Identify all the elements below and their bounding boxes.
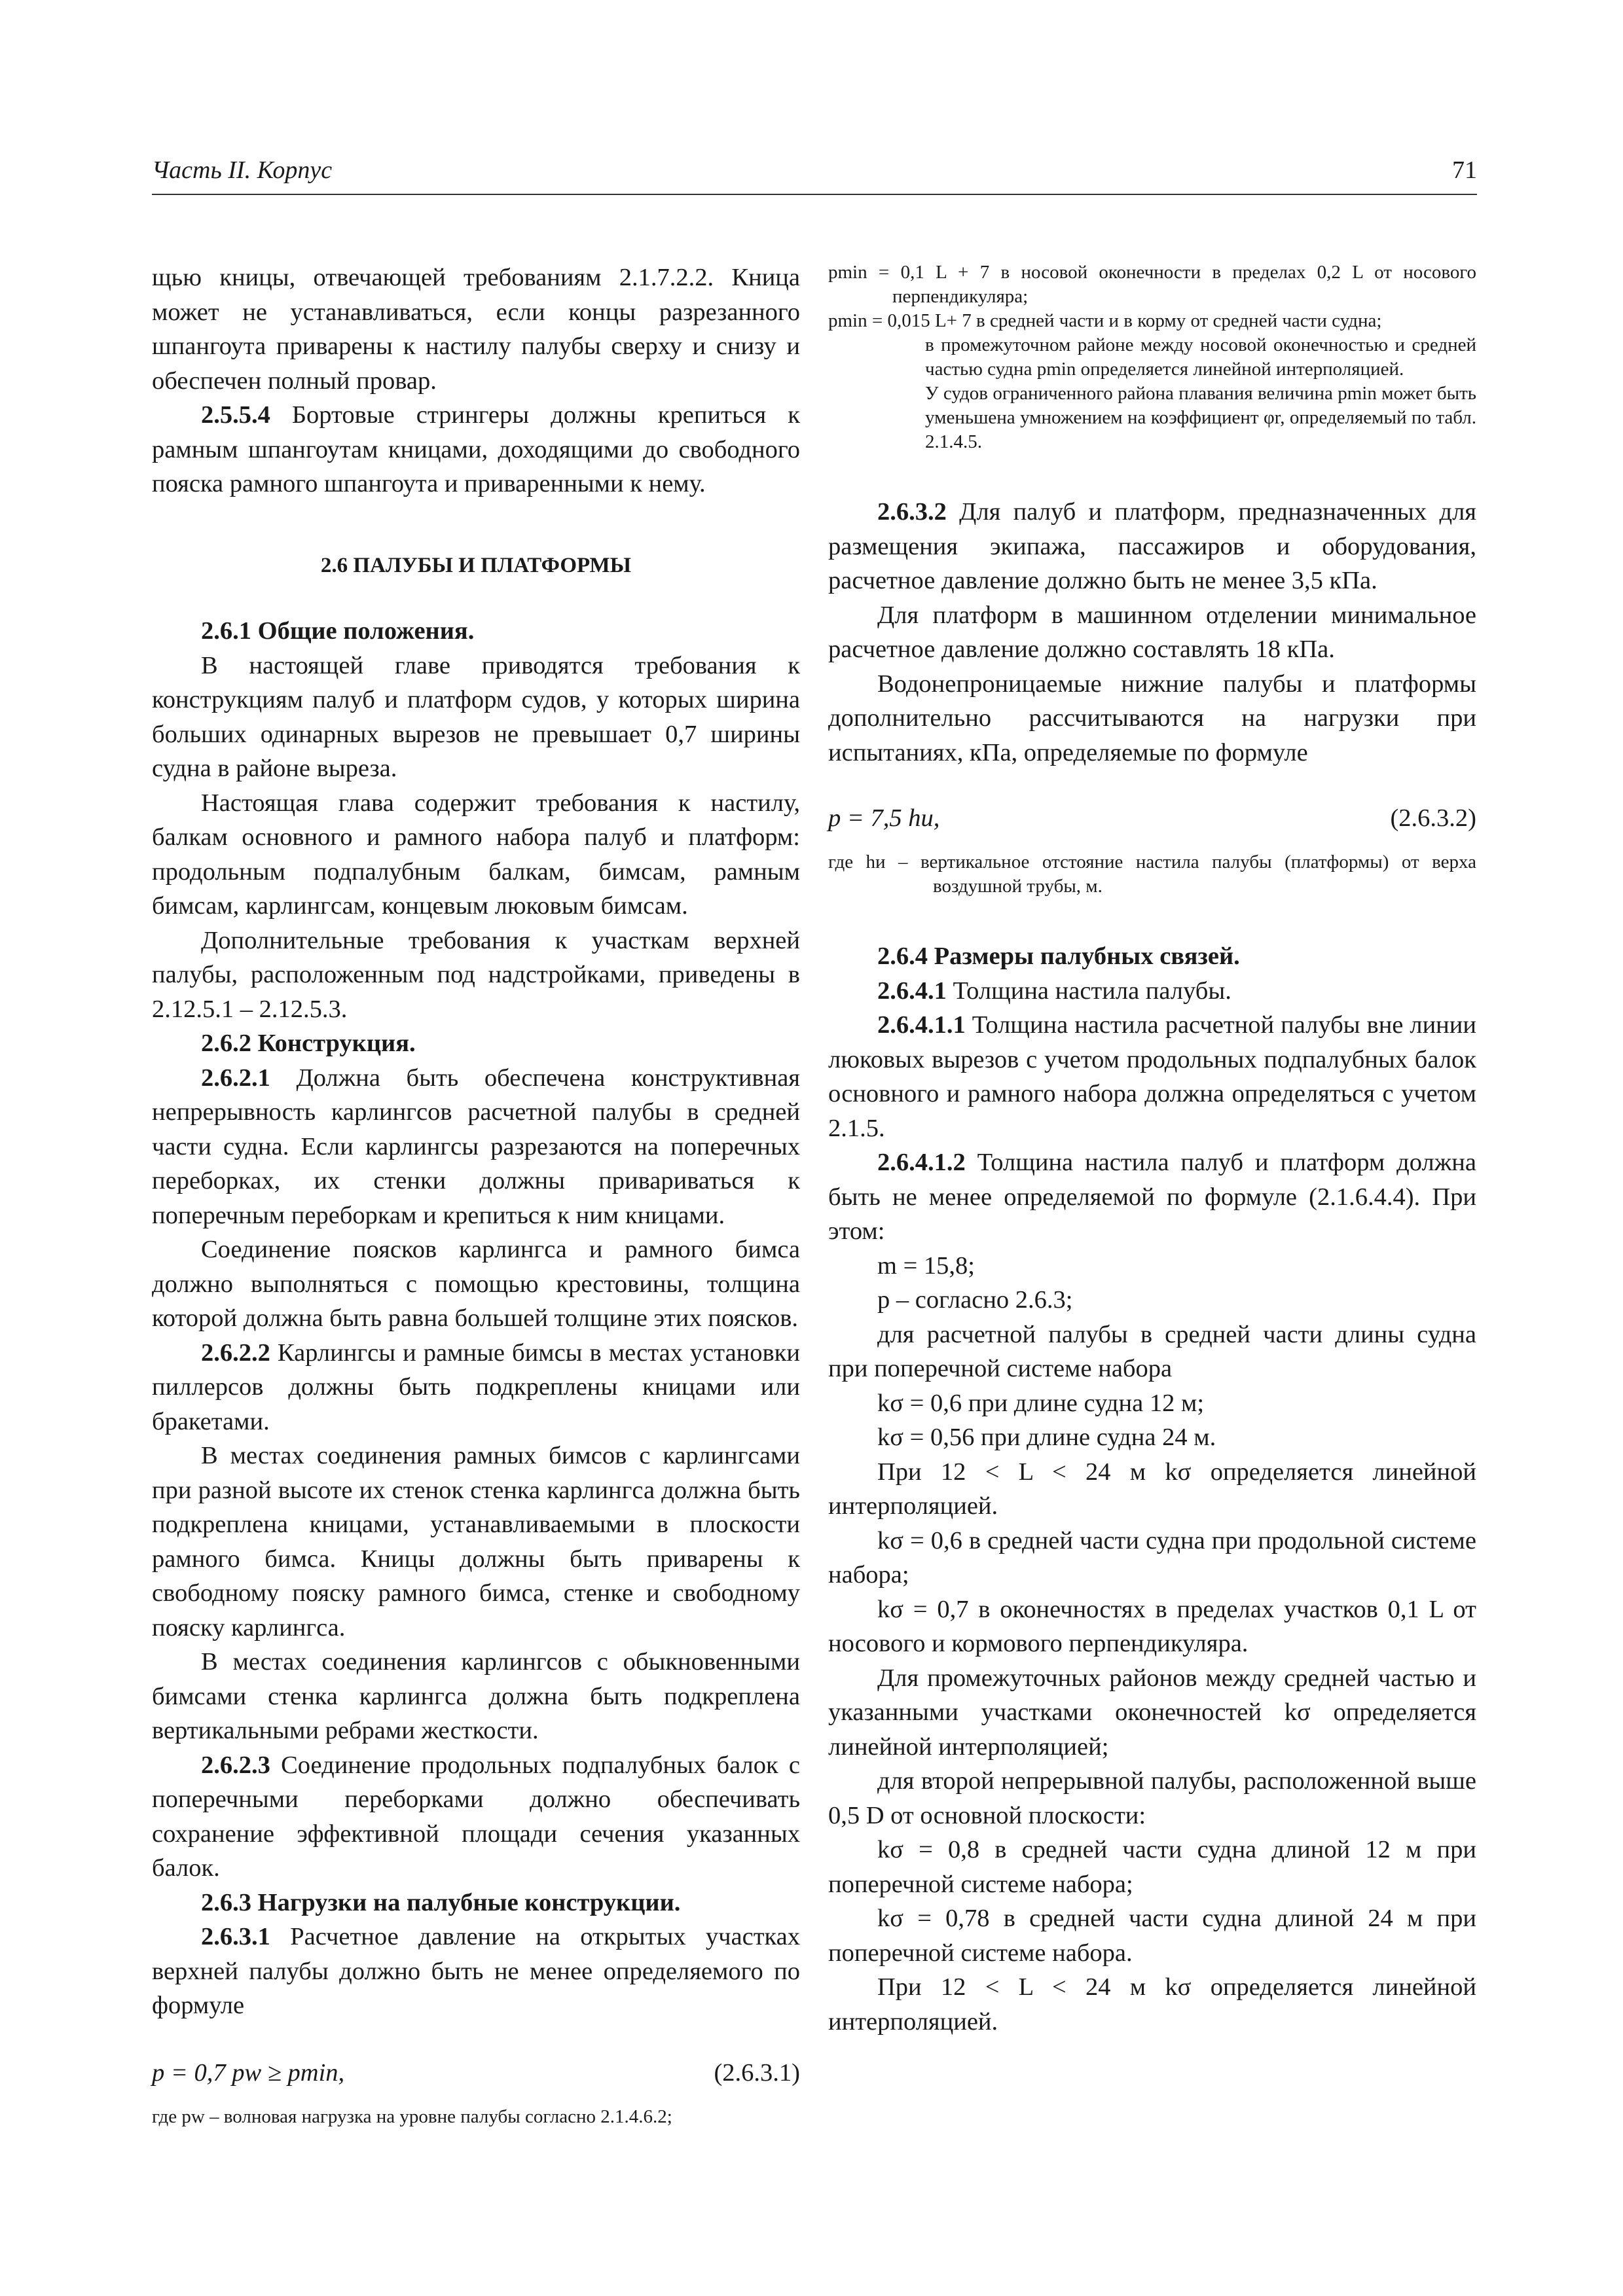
paragraph: kσ = 0,6 в средней части судна при продольной системе набора;	[828, 1526, 1476, 1588]
formula-number: (2.6.3.1)	[714, 2058, 800, 2087]
header-rule	[152, 194, 1477, 195]
paragraph: Настоящая глава содержит требования к настилу, балкам основного и рамного набора палуб и платформ: продольным подпалубным балкам, бимсам, рамным бимсам, карлингсам, концевым люковым бимсам.	[152, 789, 800, 920]
paragraph	[152, 1061, 800, 1233]
paragraph: Водонепроницаемые нижние палубы и платформы дополнительно рассчитываются на нагрузки при испытаниях, кПа, определяемые по формуле	[828, 670, 1476, 766]
paragraph-text: Расчетное давление на открытых участках верхней палубы должно быть не менее определяемого по формуле	[152, 1923, 800, 2019]
clause-number: 2.6.4.1.1	[877, 1011, 966, 1039]
clause-number: 2.6.3.1	[201, 1923, 270, 1950]
paragraph: kσ = 0,8 в средней части судна длиной 12 м при поперечной системе набора;	[828, 1836, 1476, 1898]
clause-number: 2.5.5.4	[201, 401, 270, 429]
clause-number: 2.6.4.1.2	[877, 1149, 966, 1176]
paragraph	[152, 1920, 800, 2023]
paragraph	[828, 1008, 1476, 1145]
paragraph-text: Для палуб и платформ, предназначенных для размещения экипажа, пассажиров и оборудования, расчетное давление должно быть не менее 3,5 кПа.	[828, 498, 1476, 594]
paragraph: Для платформ в машинном отделении минимальное расчетное давление должно составлять 18 кПа.	[828, 601, 1476, 663]
paragraph-text: Толщина настила расчетной палубы вне линии люковых вырезов с учетом продольных подпалубных балок основного и рамного набора должна определяться с учетом 2.1.5.	[828, 1011, 1476, 1142]
paragraph: В настоящей главе приводятся требования к конструкциям палуб и платформ судов, у которых ширина больших одинарных вырезов не превышает 0,7 ширины судна в районе выреза.	[152, 651, 800, 782]
paragraph: для второй непрерывной палубы, расположенной выше 0,5 D от основной плоскости:	[828, 1767, 1476, 1829]
subsection-title: 2.6.3 Нагрузки на палубные конструкции.	[201, 1888, 681, 1916]
pmin-note: в промежуточном районе между носовой оконечностью и средней частью судна pmin определяется линейной интерполяцией.	[925, 334, 1476, 380]
paragraph: Дополнительные требования к участкам верхней палубы, расположенным под надстройками, приведены в 2.12.5.1 – 2.12.5.3.	[152, 926, 800, 1023]
section-heading: 2.6 ПАЛУБЫ И ПЛАТФОРМЫ	[320, 553, 632, 577]
clause-number: 2.6.2.1	[201, 1064, 270, 1092]
pmin-note: У судов ограниченного района плавания величина pmin может быть уменьшена умножением на коэффициент φr, определяемый по табл. 2.1.4.5.	[925, 383, 1476, 452]
pmin-definition: pmin = 0,1 L + 7 в носовой оконечности в пределах 0,2 L от носового перпендикуляра;	[828, 262, 1476, 307]
paragraph-text: Толщина настила палубы.	[946, 977, 1231, 1005]
page-number: 71	[1452, 156, 1477, 184]
paragraph-text: Должна быть обеспечена конструктивная непрерывность карлингсов расчетной палубы в средней части судна. Если карлингсы разрезаются на поперечных переборках, их стенки должны привариваться к поперечным переборкам и крепиться к ним кницами.	[152, 1064, 800, 1229]
paragraph: щью кницы, отвечающей требованиям 2.1.7.2.2. Кница может не устанавливаться, если концы разрезанного шпангоута приварены к настилу палубы сверху и снизу и обеспечен полный провар.	[152, 264, 800, 395]
left-column	[152, 260, 800, 2129]
paragraph-text: Соединение продольных подпалубных балок с поперечными переборками должно обеспечивать сохранение эффективной площади сечения указанных балок.	[152, 1751, 800, 1882]
clause-number: 2.6.2.2	[201, 1338, 270, 1367]
paragraph	[828, 974, 1476, 1009]
subsection-title: 2.6.2 Конструкция.	[201, 1030, 416, 1057]
paragraph: В местах соединения рамных бимсов с карлингсами при разной высоте их стенок стенка карлингса должна быть подкреплена кницами, устанавливаемыми в плоскости рамного бимса. Кницы должны быть приварены к свободному пояску рамного бимса, стенке и свободному пояску карлингса.	[152, 1442, 800, 1641]
clause-number: 2.6.2.3	[201, 1751, 270, 1779]
paragraph: Для промежуточных районов между средней частью и указанными участками оконечностей kσ определяется линейной интерполяцией;	[828, 1664, 1476, 1761]
part-title: Часть II. Корпус	[152, 156, 333, 184]
paragraph	[152, 398, 800, 501]
formula	[828, 801, 1476, 836]
right-column	[828, 260, 1476, 2039]
paragraph-text: Толщина настила палуб и платформ должна быть не менее определяемой по формуле (2.1.6.4.4). При этом:	[828, 1149, 1476, 1245]
running-header	[152, 156, 1477, 195]
paragraph-text: Бортовые стрингеры должны крепиться к рамным шпангоутам кницами, доходящими до свободного пояска рамного шпангоута и приваренными к нему.	[152, 401, 800, 497]
paragraph: kσ = 0,7 в оконечностях в пределах участков 0,1 L от носового и кормового перпендикуляра.	[828, 1595, 1476, 1657]
paragraph: Соединение поясков карлингса и рамного бимса должно выполняться с помощью крестовины, толщина которой должна быть равна большей толщине этих поясков.	[152, 1236, 800, 1332]
formula-number: (2.6.3.2)	[1390, 804, 1476, 832]
subsection-heading	[152, 1886, 800, 1920]
paragraph: При 12 < L < 24 м kσ определяется линейной интерполяцией.	[828, 1973, 1476, 2036]
paragraph: kσ = 0,78 в средней части судна длиной 24 м при поперечной системе набора.	[828, 1905, 1476, 1967]
subsection-heading	[152, 614, 800, 649]
formula-legend: где hи – вертикальное отстояние настила палубы (платформы) от верха воздушной трубы, м.	[828, 852, 1476, 897]
clause-number: 2.6.4.1	[877, 977, 947, 1005]
clause-number: 2.6.3.2	[877, 498, 947, 526]
paragraph	[152, 1336, 800, 1439]
formula-expression: p = 7,5 hи,	[828, 804, 940, 832]
paragraph-text: Карлингсы и рамные бимсы в местах установки пиллерсов должны быть подкреплены кницами или бракетами.	[152, 1338, 800, 1435]
paragraph: m = 15,8;	[877, 1251, 975, 1280]
formula-legend: где pw – волновая нагрузка на уровне палубы согласно 2.1.4.6.2;	[152, 2106, 672, 2127]
subsection-title: 2.6.1 Общие положения.	[201, 617, 475, 645]
subsection-heading	[828, 939, 1476, 974]
paragraph	[152, 1748, 800, 1886]
paragraph	[828, 495, 1476, 598]
formula	[152, 2056, 800, 2090]
formula-expression: p = 0,7 pw ≥ pmin,	[152, 2058, 345, 2087]
paragraph: При 12 < L < 24 м kσ определяется линейной интерполяцией.	[828, 1458, 1476, 1520]
paragraph: В местах соединения карлингсов с обыкновенными бимсами стенка карлингса должна быть подкреплена вертикальными ребрами жесткости.	[152, 1648, 800, 1744]
paragraph: kσ = 0,56 при длине судна 24 м.	[877, 1424, 1216, 1451]
paragraph	[828, 1145, 1476, 1249]
subsection-heading	[152, 1026, 800, 1061]
subsection-title: 2.6.4 Размеры палубных связей.	[877, 942, 1240, 970]
pmin-definition: pmin = 0,015 L+ 7 в средней части и в корму от средней части судна;	[828, 310, 1382, 331]
paragraph: для расчетной палубы в средней части длины судна при поперечной системе набора	[828, 1320, 1476, 1382]
paragraph: kσ = 0,6 при длине судна 12 м;	[877, 1389, 1205, 1417]
paragraph: p – согласно 2.6.3;	[877, 1286, 1073, 1314]
